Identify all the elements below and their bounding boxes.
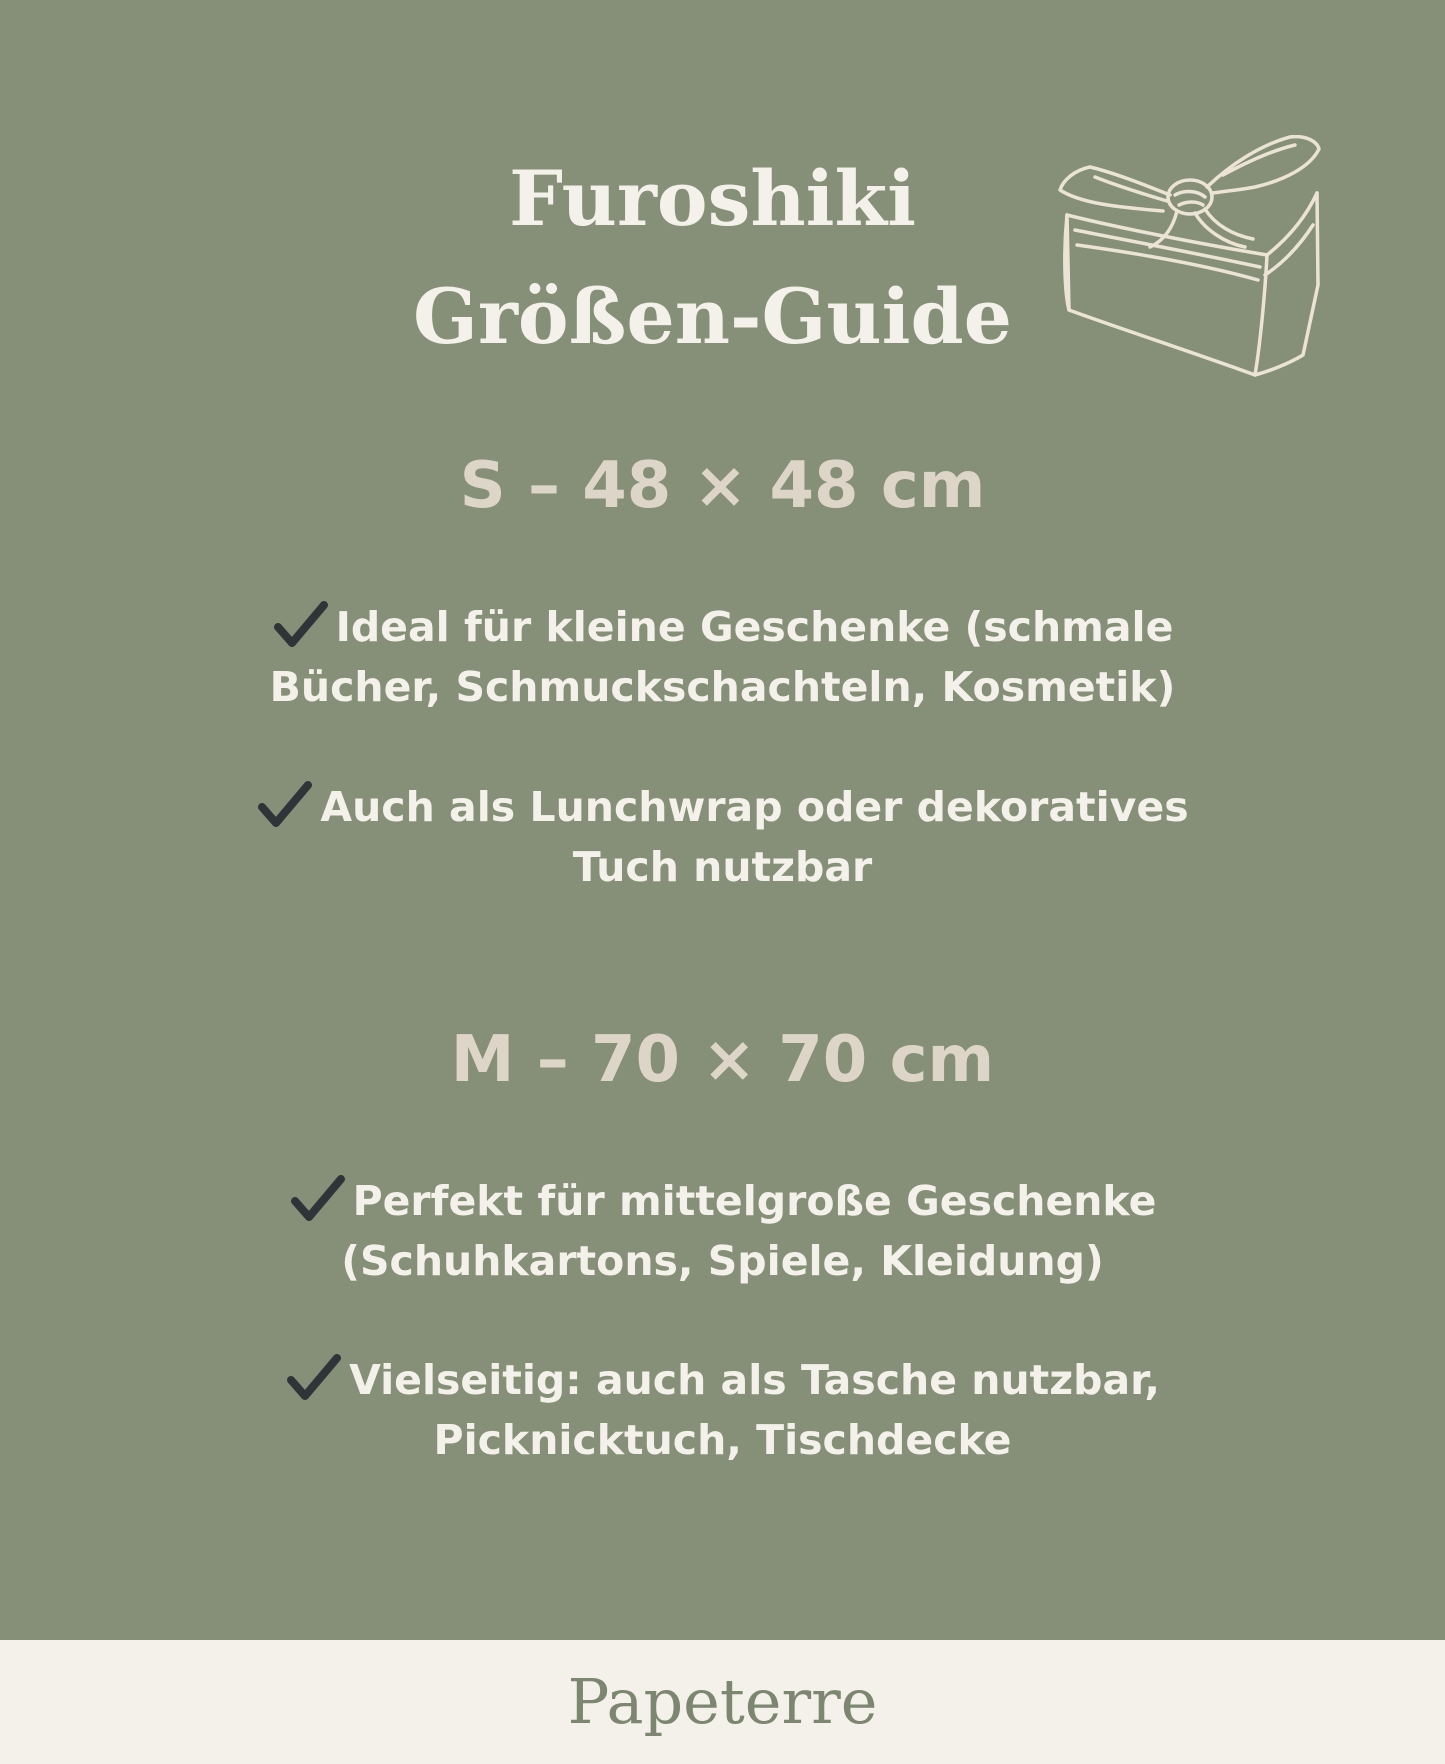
- brand-name: Papeterre: [567, 1665, 878, 1738]
- feature-line: [0, 1350, 1445, 1410]
- feature-text: Auch als Lunchwrap oder dekoratives: [320, 783, 1189, 831]
- feature-text-continued: Picknicktuch, Tischdecke: [433, 1416, 1012, 1464]
- feature-line: [0, 597, 1445, 657]
- size-s-feature-1: [0, 597, 1445, 717]
- size-m-heading: M – 70 × 70 cm: [450, 1023, 995, 1097]
- check-icon: [285, 1354, 341, 1402]
- feature-text: Perfekt für mittelgroße Geschenke: [352, 1177, 1157, 1225]
- check-icon: [289, 1175, 345, 1223]
- check-icon: [272, 601, 328, 649]
- feature-text: Vielseitig: auch als Tasche nutzbar,: [349, 1356, 1160, 1404]
- title-line-2: Größen-Guide: [412, 272, 1013, 361]
- feature-text: Ideal für kleine Geschenke (schmale: [335, 603, 1174, 651]
- feature-line: [0, 1171, 1445, 1231]
- page-title: [330, 140, 1095, 376]
- size-s-feature-2: [0, 777, 1445, 897]
- feature-line: [0, 777, 1445, 837]
- feature-text-continued: (Schuhkartons, Spiele, Kleidung): [341, 1237, 1104, 1285]
- feature-text-continued: Tuch nutzbar: [572, 843, 873, 891]
- size-m-feature-1: [0, 1171, 1445, 1291]
- feature-text-continued: Bücher, Schmuckschachteln, Kosmetik): [269, 663, 1176, 711]
- title-line-1: Furoshiki: [508, 154, 917, 243]
- size-m-feature-2: [0, 1350, 1445, 1470]
- check-icon: [256, 781, 312, 829]
- furoshiki-wrapped-gift-icon: [1055, 135, 1340, 385]
- footer-bar: [0, 1640, 1445, 1764]
- size-s-heading: S – 48 × 48 cm: [459, 449, 986, 523]
